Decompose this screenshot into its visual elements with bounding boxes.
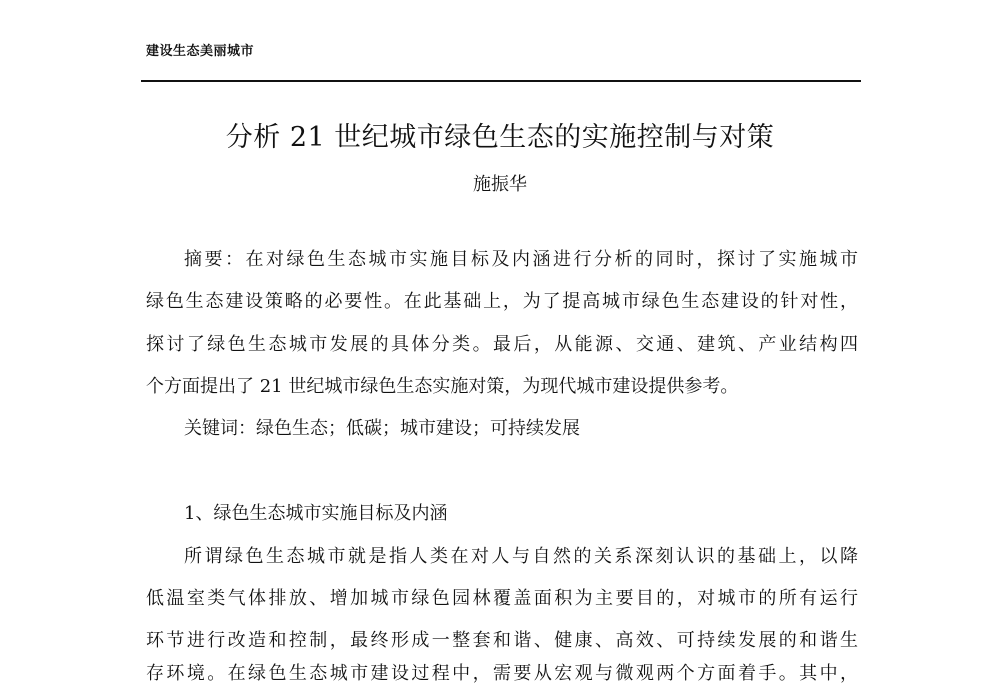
article-author: 施振华 xyxy=(473,174,527,195)
body-line: 所谓绿色生态城市就是指人类在对人与自然的关系深刻认识的基础上，以降 xyxy=(184,546,858,567)
running-header: 建设生态美丽城市 xyxy=(146,44,255,59)
section-heading: 1、绿色生态城市实施目标及内涵 xyxy=(184,503,448,524)
keywords: 关键词：绿色生态；低碳；城市建设；可持续发展 xyxy=(184,418,580,439)
body-line: 低温室类气体排放、增加城市绿色园林覆盖面积为主要目的，对城市的所有运行 xyxy=(146,588,858,609)
body-line: 存环境。在绿色生态城市建设过程中，需要从宏观与微观两个方面着手。其中， xyxy=(146,663,858,684)
abstract-line: 个方面提出了 21 世纪城市绿色生态实施对策，为现代城市建设提供参考。 xyxy=(146,376,739,397)
header-rule xyxy=(141,80,861,82)
article-title: 分析 21 世纪城市绿色生态的实施控制与对策 xyxy=(225,122,775,153)
abstract-line: 摘要：在对绿色生态城市实施目标及内涵进行分析的同时，探讨了实施城市 xyxy=(184,249,858,270)
abstract-line: 绿色生态建设策略的必要性。在此基础上，为了提高城市绿色生态建设的针对性， xyxy=(146,291,858,312)
abstract-line: 探讨了绿色生态城市发展的具体分类。最后，从能源、交通、建筑、产业结构四 xyxy=(146,334,858,355)
body-line: 环节进行改造和控制，最终形成一整套和谐、健康、高效、可持续发展的和谐生 xyxy=(146,630,858,651)
